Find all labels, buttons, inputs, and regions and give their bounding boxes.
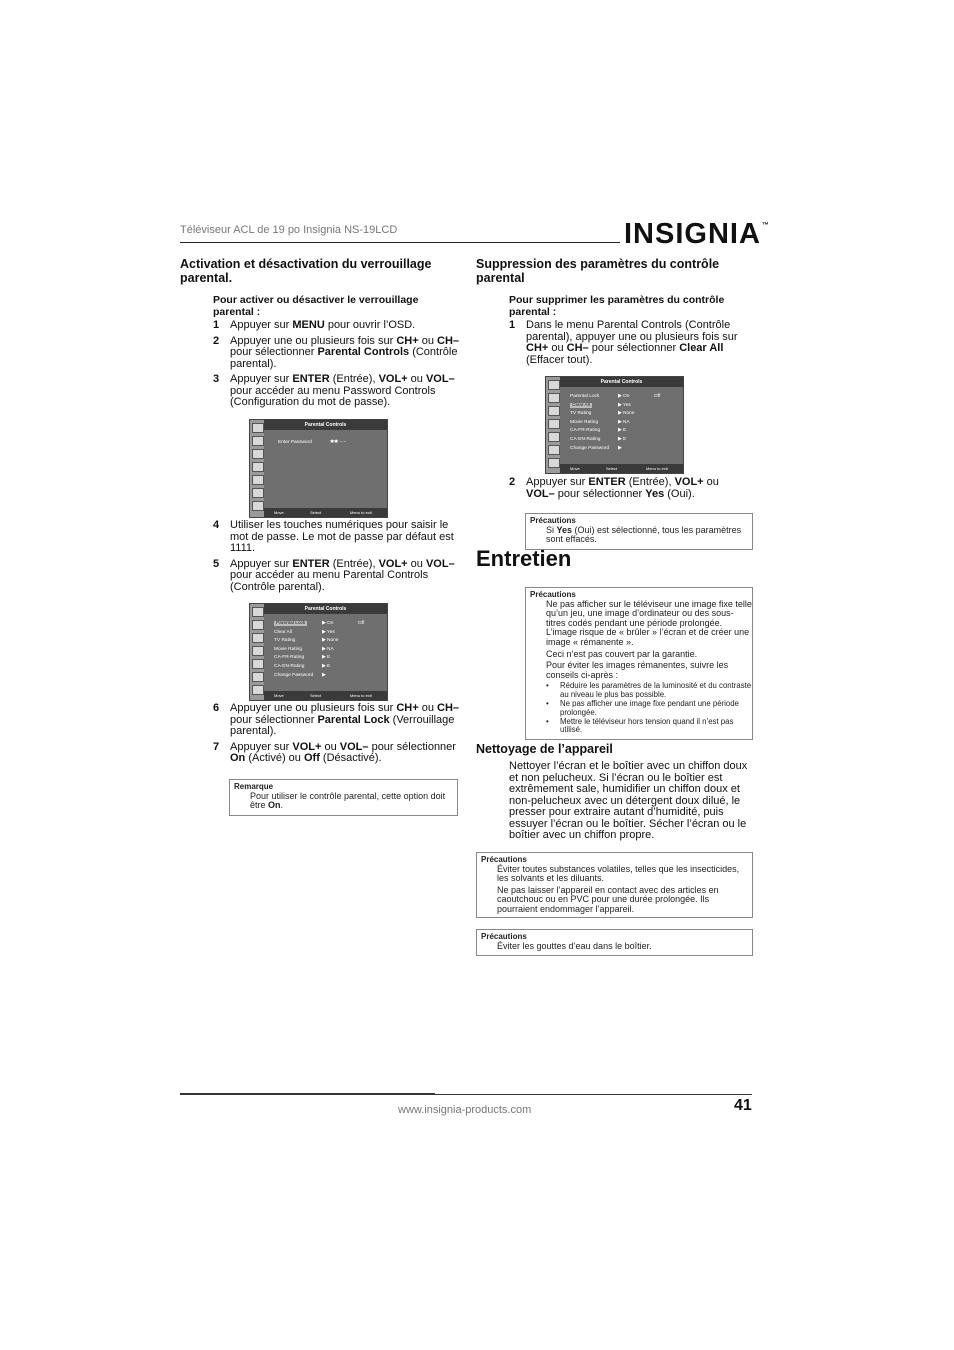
caution-title: Précautions xyxy=(481,855,527,864)
osd-row-extra: Off xyxy=(654,394,661,399)
step-text: Dans le menu Parental Controls (Contrôle parental), appuyer une ou plusieurs fois sur CH+ ou CH– pour sélectionner Clear All (Effacer tout). xyxy=(526,319,738,366)
osd-row-label: CA-EN-Rating xyxy=(570,437,601,442)
osd-password-value: ✱✱ – – xyxy=(330,440,347,445)
osd-row-label: CA-FR-Rating xyxy=(570,428,601,434)
remark-text: Pour utiliser le contrôle parental, cette option doit être On. xyxy=(250,790,446,811)
osd-footer xyxy=(264,508,387,517)
osd-row-value: ▶ E xyxy=(618,437,627,442)
osd-menu-row xyxy=(274,646,334,652)
osd-menu-row xyxy=(570,419,630,425)
right-steps-a xyxy=(509,320,749,370)
right-subheading: Pour supprimer les paramètres du contrôle parental : xyxy=(509,294,725,318)
osd-title: Parental Controls xyxy=(264,604,387,614)
osd-menu-row xyxy=(570,437,627,442)
step-text: Appuyer sur ENTER (Entrée), VOL+ ou VOL– pour accéder au menu Parental Controls (Contrôle parental). xyxy=(230,557,455,593)
step-number: 1 xyxy=(509,319,516,331)
osd-foot-move: Move xyxy=(274,510,284,515)
step-text: Appuyer sur ENTER (Entrée), VOL+ ou VOL– pour accéder au menu Password Controls (Configuration du mot de passe). xyxy=(230,373,455,408)
caution-box-2 xyxy=(525,587,753,740)
section-title-entretien: Entretien xyxy=(476,546,572,571)
page-number: 41 xyxy=(734,1097,752,1114)
caution-para: Éviter toutes substances volatiles, telles que les insecticides, les solvants et les diluants. xyxy=(497,863,740,884)
osd-footer xyxy=(560,464,683,473)
step-item xyxy=(213,559,459,594)
osd-row-value: ▶ None xyxy=(322,638,339,644)
logo-text: INSIGNIA xyxy=(624,218,761,250)
osd-row-label: Movie Rating xyxy=(570,419,598,425)
osd-menu-row xyxy=(570,394,661,399)
step-number: 3 xyxy=(213,373,220,385)
caution-bullet: • Mettre le téléviseur hors tension quand il n’est pas utilisé. xyxy=(546,718,752,735)
osd-row-value: ▶ On xyxy=(618,394,630,399)
section-heading-cleaning: Nettoyage de l’appareil xyxy=(476,742,613,756)
osd-menu-row xyxy=(570,411,635,417)
osd-menu-row xyxy=(570,402,631,408)
section-heading-clear: Suppression des paramètres du contrôle parental xyxy=(476,257,720,285)
osd-row-value: ▶ E xyxy=(322,664,331,669)
caution-para: Ne pas afficher sur le téléviseur une image fixe telle qu’un jeu, une image d’ordinateur ou des sous-titres codés pendant une période prolongée. L’image risque de « brûler » l’écran et de créer une image « rémanente ». xyxy=(546,598,752,647)
section-heading-parental-lock: Activation et désactivation du verrouillage parental. xyxy=(180,257,432,285)
left-steps-c xyxy=(213,703,459,769)
osd-row-value: ▶ E xyxy=(322,655,331,661)
osd-row-value: ▶ NA xyxy=(618,419,630,425)
osd-password-row xyxy=(278,440,347,445)
osd-row-value: ▶ E xyxy=(618,428,627,434)
osd-row-value: ▶ None xyxy=(618,411,635,417)
osd-password-screenshot xyxy=(249,419,388,518)
osd-foot-move: Move xyxy=(570,466,580,471)
caution-box-3 xyxy=(476,852,753,918)
step-item xyxy=(213,320,459,332)
osd-sidebar xyxy=(250,420,264,517)
left-steps-b xyxy=(213,520,459,597)
osd-foot-select: Select xyxy=(606,466,618,471)
osd-row-label: TV Rating xyxy=(274,638,296,644)
step-number: 2 xyxy=(509,476,516,488)
step-item xyxy=(213,742,459,765)
left-subheading: Pour activer ou désactiver le verrouillage parental : xyxy=(213,294,419,318)
osd-foot-select: Select xyxy=(310,693,322,698)
osd-menu-row xyxy=(274,629,335,635)
caution-box-1 xyxy=(525,513,753,550)
osd-row-value: ▶ Yes xyxy=(322,629,335,635)
step-item xyxy=(509,477,749,500)
step-text: Appuyer sur VOL+ ou VOL– pour sélectionner On (Activé) ou Off (Désactivé). xyxy=(230,740,456,764)
caution-para: Ne pas laisser l’appareil en contact avec des articles en caoutchouc ou en PVC pour une durée prolongée. Ils pourraient endommager l’appareil. xyxy=(497,884,719,914)
osd-menu-row xyxy=(274,655,331,661)
caution-bullet: • Ne pas afficher une image fixe pendant une période prolongée. xyxy=(546,700,752,717)
left-steps-a xyxy=(213,320,459,413)
osd-foot-select: Select xyxy=(310,510,322,515)
osd-row-value: ▶ On xyxy=(322,621,334,626)
left-heading-block xyxy=(180,257,460,285)
footer-rule xyxy=(180,1094,752,1095)
osd-row-label: Movie Rating xyxy=(274,646,302,652)
caution-text: Éviter les gouttes d’eau dans le boîtier. xyxy=(497,940,652,951)
osd-row-extra: Off xyxy=(358,621,365,626)
step-item xyxy=(509,320,749,366)
osd-parental-menu-screenshot xyxy=(249,603,388,701)
osd-menu-row xyxy=(274,664,331,669)
step-number: 7 xyxy=(213,740,220,753)
osd-row-label: Parental Lock xyxy=(276,621,306,626)
remark-title: Remarque xyxy=(234,782,274,791)
osd-row-value: ▶ NA xyxy=(322,646,334,652)
caution-title: Précautions xyxy=(530,590,576,599)
logo-tm: ™ xyxy=(761,222,769,229)
osd-title: Parental Controls xyxy=(560,377,683,387)
osd-row-label: Clear All xyxy=(274,629,292,635)
remark-box xyxy=(229,779,458,816)
osd-row-label: Change Password xyxy=(570,445,610,451)
step-item xyxy=(213,374,459,409)
cleaning-heading-block xyxy=(476,742,756,756)
osd-foot-move: Move xyxy=(274,693,284,698)
step-item xyxy=(213,703,459,738)
caution-title: Précautions xyxy=(530,516,576,525)
osd-password-label: Enter Password xyxy=(278,440,312,445)
osd-menu-row xyxy=(570,445,622,451)
osd-row-label: CA-FR-Rating xyxy=(274,655,305,661)
osd-row-value: ▶ xyxy=(618,445,622,451)
right-heading-block xyxy=(476,257,756,285)
insignia-logo xyxy=(624,218,769,251)
osd-footer xyxy=(264,691,387,700)
step-text: Appuyer une ou plusieurs fois sur CH+ ou CH– pour sélectionner Parental Lock (Verrouillage parental). xyxy=(230,702,460,737)
osd-menu-row xyxy=(274,672,326,678)
caution-bullets xyxy=(526,682,752,734)
cleaning-text: Nettoyer l’écran et le boîtier avec un chiffon doux et non pelucheux. Si l’écran ou le boîtier est extrêmement sale, humidifier un chiffon doux et non-pelucheux avec un détergent doux dilué, le presser pour extraire autant d’humidité, puis essuyer l’écran ou le boîtier. Sécher l’écran ou le boîtier avec un chiffon propre. xyxy=(509,760,748,841)
osd-row-label: CA-EN-Rating xyxy=(274,664,305,669)
caution-text: Si Yes (Oui) est sélectionné, tous les paramètres sont effacés. xyxy=(546,524,742,545)
osd-menu-row xyxy=(570,428,627,434)
step-number: 2 xyxy=(213,334,220,347)
step-number: 1 xyxy=(213,319,220,331)
osd-row-value: ▶ Yes xyxy=(618,402,631,408)
step-number: 4 xyxy=(213,519,220,531)
footer-url: www.insignia-products.com xyxy=(398,1104,532,1116)
running-header: Téléviseur ACL de 19 po Insignia NS-19LCD xyxy=(180,224,398,236)
step-text: Appuyer sur ENTER (Entrée), VOL+ ou VOL– pour sélectionner Yes (Oui). xyxy=(526,476,719,500)
caution-bullet: • Réduire les paramètres de la luminosité et du contraste au niveau le plus bas possible. xyxy=(546,682,752,699)
caution-title: Précautions xyxy=(481,932,527,941)
caution-box-4 xyxy=(476,929,753,956)
osd-menu-row xyxy=(274,621,365,626)
caution-para: Ceci n’est pas couvert par la garantie. xyxy=(546,648,698,659)
osd-foot-exit: Menu to exit xyxy=(646,466,668,471)
step-item xyxy=(213,336,459,371)
osd-row-value: ▶ xyxy=(322,672,326,678)
osd-foot-exit: Menu to exit xyxy=(350,693,372,698)
osd-row-label: TV Rating xyxy=(570,411,592,417)
osd-row-label: Parental Lock xyxy=(570,394,600,399)
step-text: Appuyer une ou plusieurs fois sur CH+ ou CH– pour sélectionner Parental Controls (Contrôle parental). xyxy=(230,334,460,370)
osd-sidebar xyxy=(546,377,560,473)
osd-sidebar xyxy=(250,604,264,700)
step-number: 6 xyxy=(213,702,220,714)
header-rule xyxy=(180,242,620,243)
osd-row-label: Change Password xyxy=(274,672,314,678)
osd-title: Parental Controls xyxy=(264,420,387,430)
step-item xyxy=(213,520,459,555)
caution-para: Pour éviter les images rémanentes, suivre les conseils ci-après : xyxy=(546,660,729,680)
osd-menu-row xyxy=(274,638,339,644)
osd-foot-exit: Menu to exit xyxy=(350,510,372,515)
step-number: 5 xyxy=(213,557,220,570)
osd-row-label: Clear All xyxy=(572,402,590,408)
step-text: Appuyer sur MENU pour ouvrir l’OSD. xyxy=(230,319,416,331)
osd-clear-all-screenshot xyxy=(545,376,684,474)
step-text: Utiliser les touches numériques pour saisir le mot de passe. Le mot de passe par défaut est 1111. xyxy=(230,519,454,554)
right-steps-b xyxy=(509,477,749,504)
